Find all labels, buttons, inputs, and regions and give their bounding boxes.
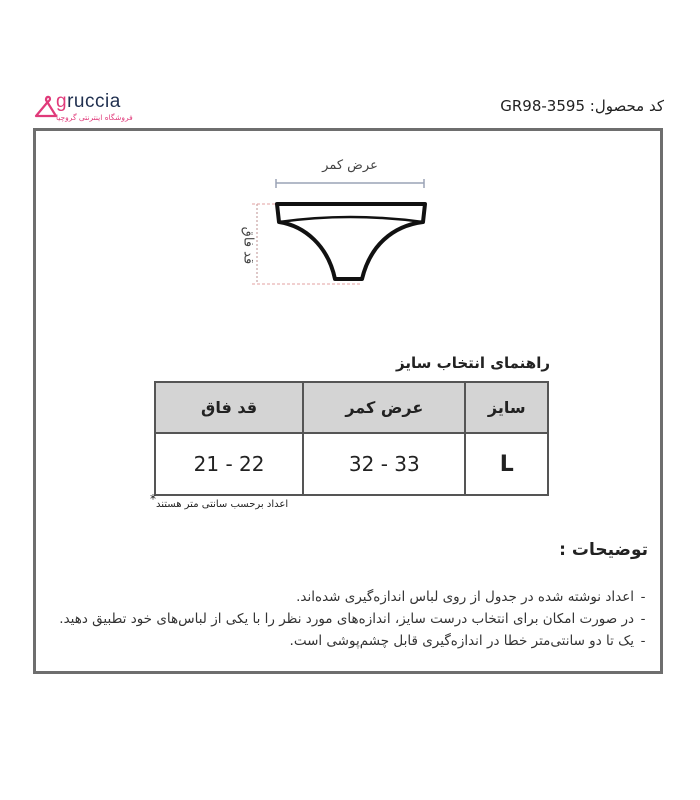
rise-label: قد فاق [240,226,256,265]
list-item: -یک تا دو سانتی‌متر خطا در اندازه‌گیری قابل چشم‌پوشی است. [289,633,646,649]
table-row [155,433,548,495]
list-item: -در صورت امکان برای انتخاب درست سایز، اندازه‌های مورد نظر را با یکی از لباس‌های خود تطبیق دهید. [59,611,646,627]
size-table-header-row [155,382,548,433]
size-guide-title: راهنمای انتخاب سایز [396,354,550,372]
product-code-label: کد محصول: [589,97,664,115]
header-size: سایز [465,382,548,433]
brand-name: gruccia [56,91,121,112]
brand-tagline: فروشگاه اینترنتی گروچیا [56,113,133,122]
underwear-diagram [0,0,700,300]
product-code-value: GR98-3595 [500,97,585,115]
units-note-text: اعداد برحسب سانتی متر هستند [156,499,289,510]
cell-rise: 21 - 22 [155,433,303,495]
header-rise: قد فاق [155,382,303,433]
cell-size: L [465,433,548,495]
description-list [52,586,652,652]
header-waist: عرض کمر [303,382,465,433]
cell-waist: 32 - 33 [303,433,465,495]
size-table [154,381,549,496]
units-note: اعداد برحسب سانتی متر هستند* [150,492,289,510]
garment-outline [277,204,425,279]
description-title: توضیحات : [559,540,648,560]
list-item: -اعداد نوشته شده در جدول از روی لباس اندازه‌گیری شده‌اند. [296,589,646,605]
waist-label: عرض کمر [322,158,378,173]
